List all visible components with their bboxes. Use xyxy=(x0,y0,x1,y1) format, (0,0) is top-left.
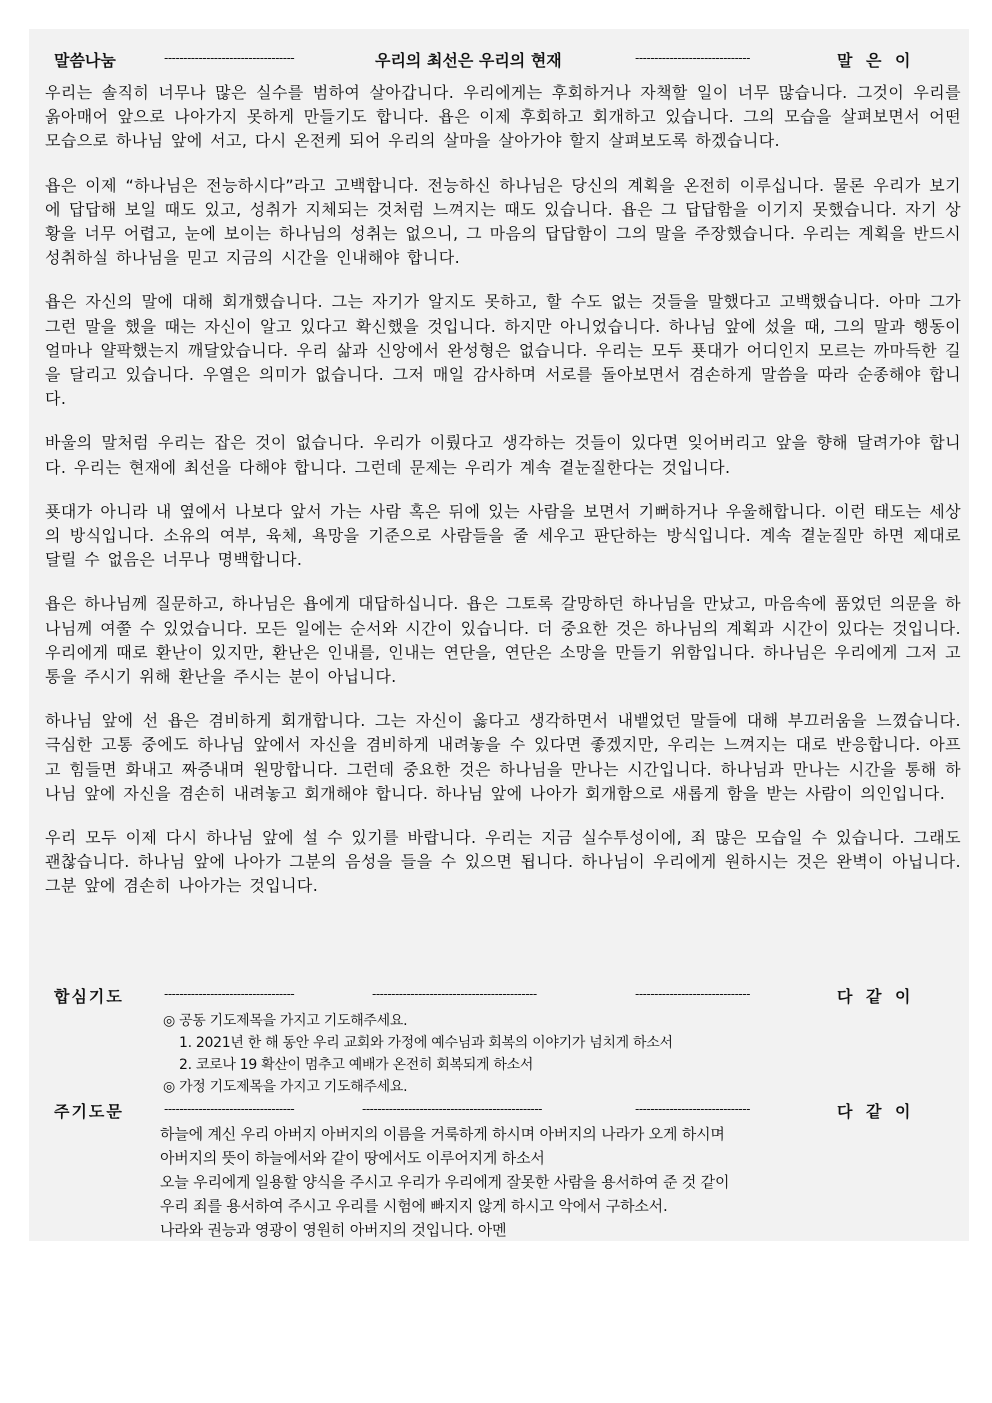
sermon-paragraph: 욥은 자신의 말에 대해 회개했습니다. 그는 자기가 알지도 못하고, 할 수도 없는 것들을 말했다고 고백했습니다. 아마 그가 그런 말을 했을 때는 자신이 알고 있다고 확신했을 것입니다. 하지만 아니었습니다. 하나님 앞에 섰을 때, 그의 말과 행동이 얼마나 얄팍했는지 깨달았습니다. 우리 삶과 신앙에서 완성형은 없습니다. 우리는 모두 푯대가 어디인지 모르는 까마득한 길을 달리고 있습니다. 우열은 의미가 없습니다. 그저 매일 감사하며 서로를 돌아보면서 겸손하게 말씀을 따라 순종해야 합니다. xyxy=(45,292,961,409)
sermon-paragraph: 우리는 솔직히 너무나 많은 실수를 범하여 살아갑니다. 우리에게는 후회하거나 자책할 일이 너무 많습니다. 그것이 우리를 옭아매어 앞으로 나아가지 못하게 만들기도 합니다. 욥은 이제 후회하고 회개하고 있습니다. 그의 모습을 살펴보면서 어떤 모습으로 하나님 앞에 서고, 다시 온전케 되어 우리의 살마을 살아가야 할지 살펴보도록 하겠습니다. xyxy=(45,83,961,151)
prayer-leader: 다 같 이 xyxy=(837,987,911,1006)
prayer-divider-2: ------------------------------------------- xyxy=(372,987,537,1001)
lords-prayer-divider-2: ----------------------------------------------- xyxy=(362,1102,543,1116)
sermon-paragraph: 하나님 앞에 선 욥은 겸비하게 회개합니다. 그는 자신이 옳다고 생각하면서 내뱉었던 말들에 대해 부끄러움을 느꼈습니다. 극심한 고통 중에도 하나님 앞에서 자신을 겸비하게 내려놓을 수 있다면 좋겠지만, 우리는 느껴지는 대로 반응합니다. 아프고 힘들면 화내고 짜증내며 원망합니다. 그런데 중요한 것은 하나님을 만나는 시간입니다. 하나님과 만나는 시간을 통해 하나님 앞에 자신을 겸손히 내려놓고 회개해야 합니다. 하나님 앞에 나아가 회개함으로 새롭게 함을 받는 사람이 의인입니다. xyxy=(45,711,961,803)
sermon-paragraph: 우리 모두 이제 다시 하나님 앞에 설 수 있기를 바랍니다. 우리는 지금 실수투성이에, 죄 많은 모습일 수 있습니다. 그래도 괜찮습니다. 하나님 앞에 나아가 그분의 음성을 들을 수 있으면 됩니다. 하나님이 우리에게 원하시는 것은 완벽이 아닙니다. 그분 앞에 겸손히 나아가는 것입니다. xyxy=(45,828,961,896)
sermon-paragraph: 바울의 말처럼 우리는 잡은 것이 없습니다. 우리가 이뤘다고 생각하는 것들이 있다면 잊어버리고 앞을 향해 달려가야 합니다. 우리는 현재에 최선을 다해야 합니다. 그런데 문제는 우리가 계속 곁눈질한다는 것입니다. xyxy=(45,433,961,477)
header-divider-left: ---------------------------------- xyxy=(164,51,295,65)
prayer-item-2: 2. 코로나 19 확산이 멈추고 예배가 온전히 회복되게 하소서 xyxy=(179,1057,534,1073)
lords-prayer-line: 아버지의 뜻이 하늘에서와 같이 땅에서도 이루어지게 하소서 xyxy=(160,1149,545,1167)
lords-prayer-divider-3: ------------------------------ xyxy=(635,1102,750,1116)
lords-prayer-line: 오늘 우리에게 일용할 양식을 주시고 우리가 우리에게 잘못한 사람을 용서하여 준 것 같이 xyxy=(160,1173,730,1191)
lords-prayer-divider-1: ---------------------------------- xyxy=(164,1102,295,1116)
sermon-body xyxy=(37,81,961,919)
lords-prayer-line: 나라와 권능과 영광이 영원히 아버지의 것입니다. 아멘 xyxy=(160,1221,507,1239)
lords-prayer-line: 하늘에 계신 우리 아버지 아버지의 이름을 거룩하게 하시며 아버지의 나라가 오게 하시며 xyxy=(160,1125,725,1143)
prayer-item-1: 1. 2021년 한 해 동안 우리 교회와 가정에 예수님과 회복의 이야기가 넘치게 하소서 xyxy=(179,1035,673,1051)
sermon-title: 우리의 최선은 우리의 현재 xyxy=(375,51,562,70)
sermon-paragraph: 푯대가 아니라 내 옆에서 나보다 앞서 가는 사람 혹은 뒤에 있는 사람을 보면서 기뻐하거나 우울해합니다. 이런 태도는 세상의 방식입니다. 소유의 여부, 육체, 욕망을 기준으로 사람들을 줄 세우고 판단하는 방식입니다. 계속 곁눈질만 하면 제대로 달릴 수 없음은 너무나 명백합니다. xyxy=(45,501,961,570)
sermon-paragraph: 욥은 하나님께 질문하고, 하나님은 욥에게 대답하십니다. 욥은 그토록 갈망하던 하나님을 만났고, 마음속에 품었던 의문을 하나님께 여쭐 수 있었습니다. 모든 일에는 순서와 시간이 있습니다. 더 중요한 것은 하나님의 계획과 시간이 있다는 것입니다. 우리에게 때로 환난이 있지만, 환난은 인내를, 인내는 연단을, 연단은 소망을 만들기 위함입니다. 하나님은 우리에게 그저 고통을 주시기 위해 환난을 주시는 분이 아닙니다. xyxy=(45,594,961,687)
prayer-section-label: 합심기도 xyxy=(54,987,124,1006)
prayer-divider-1: ---------------------------------- xyxy=(164,987,295,1001)
bulletin-sheet xyxy=(29,29,969,1241)
prayer-divider-3: ------------------------------ xyxy=(635,987,750,1001)
header-divider-right: ------------------------------ xyxy=(635,51,750,65)
prayer-item-family-heading: ◎ 가정 기도제목을 가지고 기도해주세요. xyxy=(163,1079,408,1095)
sermon-paragraph: 욥은 이제 “하나님은 전능하시다”라고 고백합니다. 전능하신 하나님은 당신의 계획을 온전히 이루십니다. 물론 우리가 보기에 답답해 보일 때도 있고, 성취가 지체되는 것처럼 느껴지는 때도 있습니다. 욥은 그 답답함을 이기지 못했습니다. 자기 상황을 너무 어렵고, 눈에 보이는 하나님의 성취는 없으니, 그 마음의 답답함이 그의 말을 주장했습니다. 우리는 계획을 반드시 성취하실 하나님을 믿고 지금의 시간을 인내해야 합니다. xyxy=(45,175,961,268)
sermon-speaker: 말 은 이 xyxy=(837,51,911,70)
lords-prayer-header xyxy=(29,1099,969,1125)
sermon-header xyxy=(29,48,969,74)
lords-prayer-label: 주기도문 xyxy=(54,1102,124,1121)
sermon-section-label: 말씀나눔 xyxy=(54,51,116,70)
lords-prayer-leader: 다 같 이 xyxy=(837,1102,911,1121)
prayer-item-common-heading: ◎ 공동 기도제목을 가지고 기도해주세요. xyxy=(163,1013,408,1029)
lords-prayer-line: 우리 죄를 용서하여 주시고 우리를 시험에 빠지지 않게 하시고 악에서 구하소서. xyxy=(160,1197,668,1215)
prayer-header xyxy=(29,984,969,1010)
